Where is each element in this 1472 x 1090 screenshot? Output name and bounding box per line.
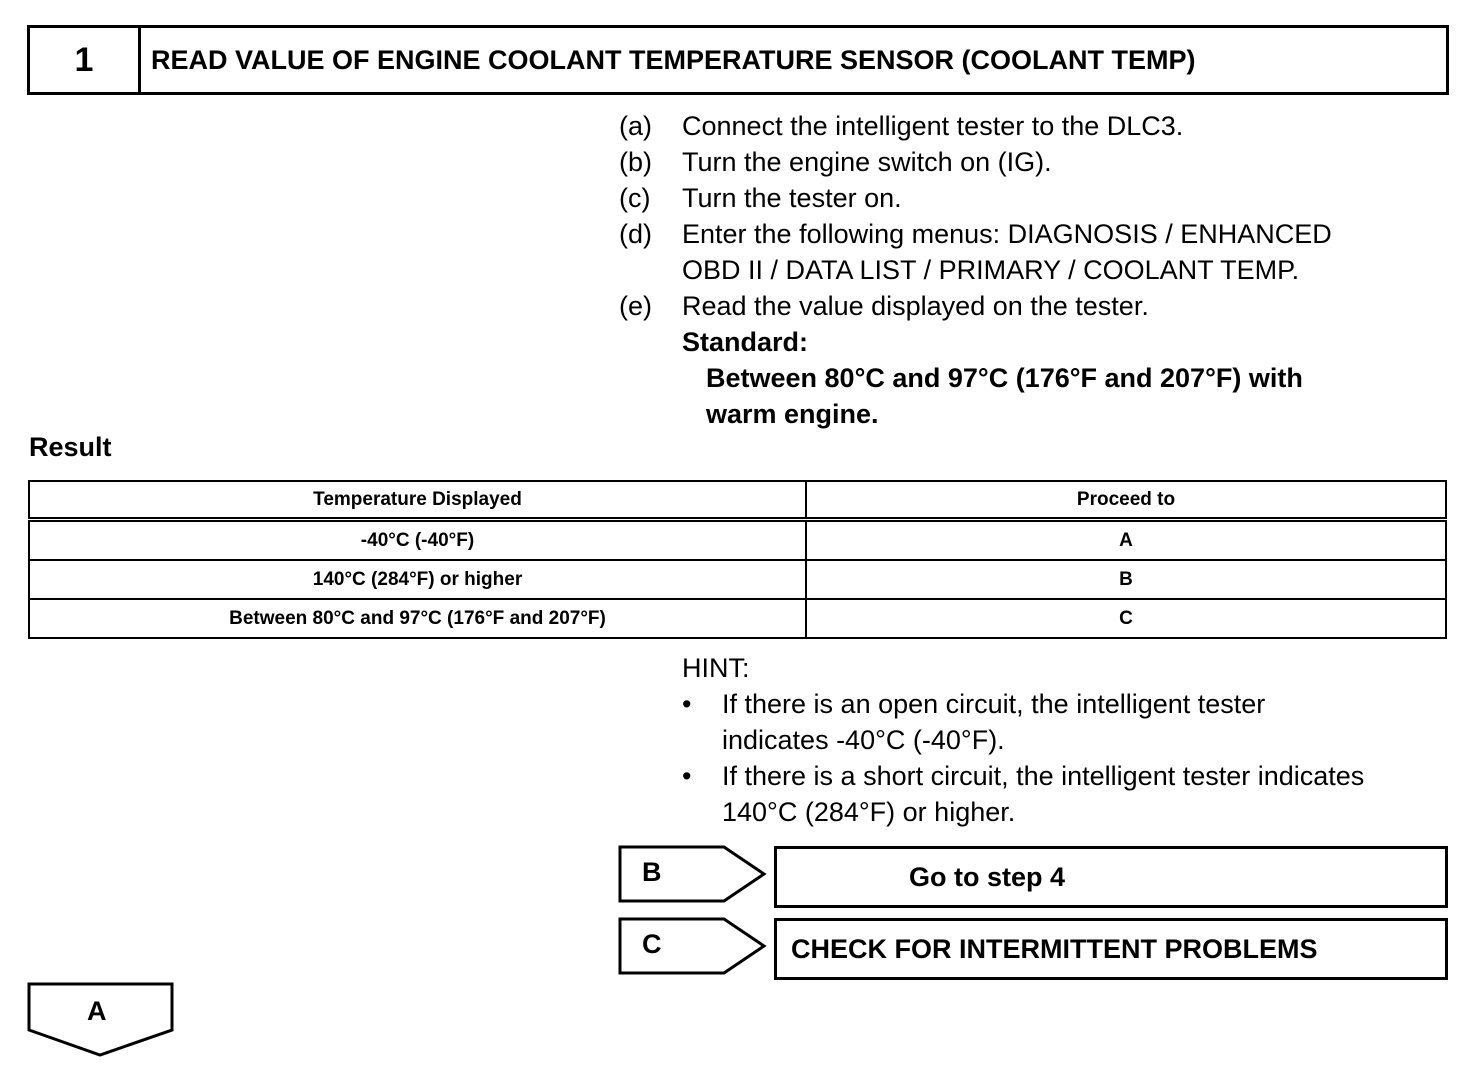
- table-cell: C: [806, 599, 1446, 638]
- instruction-text: Read the value displayed on the tester.: [682, 291, 1149, 321]
- hint-item: [682, 686, 1452, 758]
- instruction-item: [619, 108, 1449, 144]
- hint-section: [682, 650, 1452, 830]
- outcome-tag-a: [27, 982, 175, 1058]
- outcome-letter: B: [642, 857, 662, 887]
- action-box-b: [774, 846, 1448, 908]
- hint-text-line: If there is an open circuit, the intelligent tester: [722, 689, 1266, 719]
- table-cell: Between 80°C and 97°C (176°F and 207°F): [29, 599, 806, 638]
- instruction-letter: (b): [619, 147, 652, 177]
- instruction-text: Connect the intelligent tester to the DLC3.: [682, 111, 1184, 141]
- arrow-right-tag-icon: [618, 845, 768, 903]
- action-box-c: [774, 918, 1448, 980]
- table-row: [29, 520, 1446, 561]
- outcome-letter: C: [642, 929, 662, 959]
- table-cell: 140°C (284°F) or higher: [29, 560, 806, 599]
- standard-label: Standard:: [682, 327, 809, 357]
- table-row: [29, 599, 1446, 638]
- instruction-letter: (d): [619, 219, 652, 249]
- instruction-letter: (a): [619, 111, 652, 141]
- hint-text-line: 140°C (284°F) or higher.: [722, 797, 1016, 827]
- hint-text-line: indicates -40°C (-40°F).: [722, 725, 1005, 755]
- hint-item: [682, 758, 1452, 830]
- bullet-icon: •: [682, 689, 692, 719]
- hint-text-line: If there is a short circuit, the intelligent tester indicates: [722, 761, 1365, 791]
- column-header: Proceed to: [806, 481, 1446, 520]
- action-text: Go to step 4: [909, 861, 1066, 892]
- instruction-text: Turn the engine switch on (IG).: [682, 147, 1052, 177]
- result-table: [28, 480, 1447, 639]
- action-text: CHECK FOR INTERMITTENT PROBLEMS: [791, 933, 1318, 964]
- instruction-item: [619, 216, 1449, 288]
- instruction-item: [619, 288, 1449, 324]
- table-cell: A: [806, 520, 1446, 561]
- instruction-text: [682, 216, 1449, 288]
- arrow-right-tag-icon: [618, 917, 768, 975]
- instruction-list: [619, 108, 1449, 432]
- outcome-tag-c: [618, 917, 768, 975]
- standard-value-line: warm engine.: [706, 399, 879, 429]
- step-number: 1: [30, 28, 141, 92]
- instruction-item: [619, 180, 1449, 216]
- table-header-row: [29, 481, 1446, 520]
- step-title: READ VALUE OF ENGINE COOLANT TEMPERATURE SENSOR (COOLANT TEMP): [151, 44, 1196, 75]
- outcome-tag-b: [618, 845, 768, 903]
- instruction-letter: (e): [619, 291, 652, 321]
- bullet-icon: •: [682, 761, 692, 791]
- outcome-letter: A: [87, 996, 107, 1026]
- table-row: [29, 560, 1446, 599]
- result-label: Result: [29, 432, 112, 462]
- instruction-text-line: Enter the following menus: DIAGNOSIS / ENHANCED: [682, 219, 1332, 249]
- hint-text: [722, 758, 1364, 830]
- hint-label: HINT:: [682, 653, 750, 683]
- hint-text: [722, 686, 1265, 758]
- column-header: Temperature Displayed: [29, 481, 806, 520]
- table-cell: B: [806, 560, 1446, 599]
- instruction-text-line: OBD II / DATA LIST / PRIMARY / COOLANT TEMP.: [682, 255, 1300, 285]
- instruction-text: Turn the tester on.: [682, 183, 902, 213]
- instruction-item: [619, 144, 1449, 180]
- table-cell: -40°C (-40°F): [29, 520, 806, 561]
- standard-value-line: Between 80°C and 97°C (176°F and 207°F) with: [706, 363, 1303, 393]
- step-header: [27, 25, 1449, 95]
- instruction-letter: (c): [619, 183, 651, 213]
